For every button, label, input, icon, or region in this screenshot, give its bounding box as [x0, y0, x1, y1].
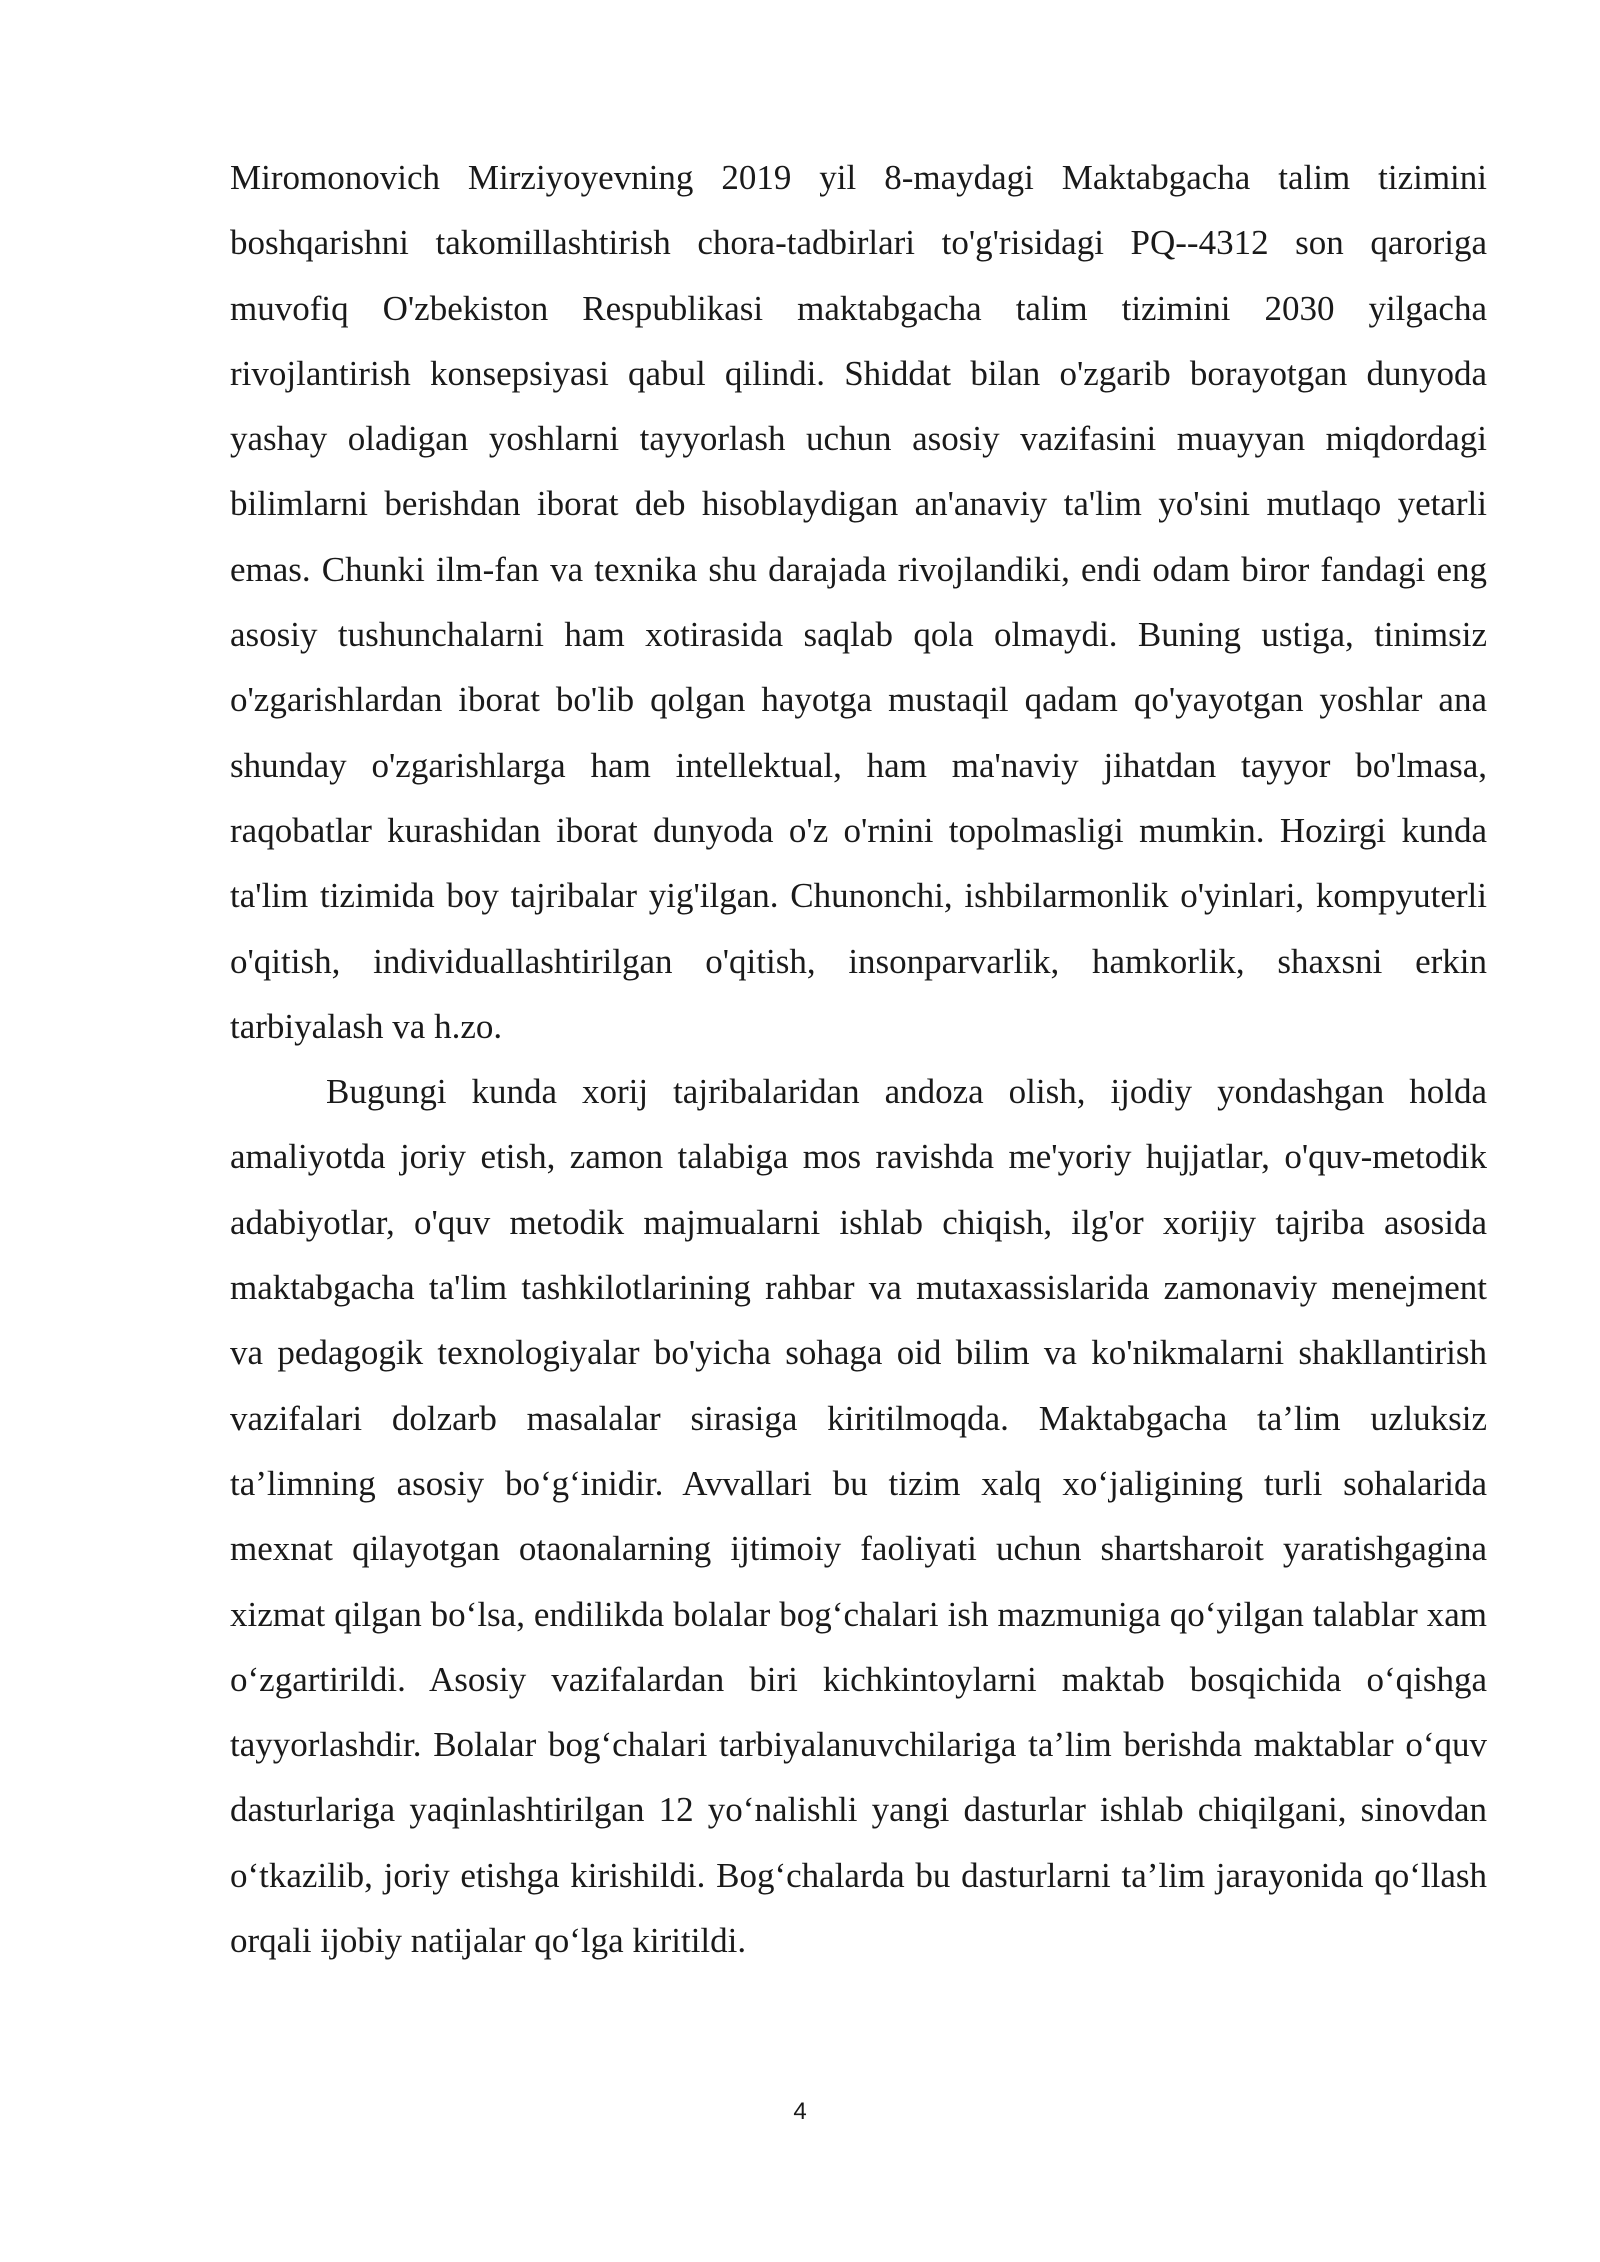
paragraph-2: Bugungi kunda xorij tajribalaridan andoza olish, ijodiy yondashgan holda amaliyotda joriy etish, zamon talabiga mos ravishda me'yoriy hujjatlar, o'quv-metodik adabiyotlar, o'quv metodik majmualarni ishlab chiqish, ilg'or xorijiy tajriba asosida maktabgacha ta'lim tashkilotlarining rahbar va mutaxassislarida zamonaviy menejment va pedagogik texnologiyalar bo'yicha sohaga oid bilim va ko'nikmalarni shakllantirish vazifalari dolzarb masalalar sirasiga kiritilmoqda. Maktabgacha ta’lim uzluksiz ta’limning asosiy bo‘g‘inidir. Avvallari bu tizim xalq xo‘jaligining turli sohalarida mexnat qilayotgan otaonalarning ijtimoiy faoliyati uchun shartsharoit yaratishgagina xizmat qilgan bo‘lsa, endilikda bolalar bog‘chalari ish mazmuniga qo‘yilgan talablar xam o‘zgartirildi. Asosiy vazifalardan biri kichkintoylarni maktab bosqichida o‘qishga tayyorlashdir. Bolalar bog‘chalari tarbiyalanuvchilariga ta’lim berishda maktablar o‘quv dasturlariga yaqinlashtirilgan 12 yo‘nalishli yangi dasturlar ishlab chiqilgani, sinovdan o‘tkazilib, joriy etishga kirishildi. Bog‘chalarda bu dasturlarni ta’lim jarayonida qo‘llash orqali ijobiy natijalar qo‘lga kiritildi. — [230, 1072, 1487, 1961]
body-text — [230, 145, 1487, 1973]
paragraph-1: Miromonovich Mirziyoyevning 2019 yil 8-maydagi Maktabgacha talim tizimini boshqarishni takomillashtirish chora-tadbirlari to'g'risidagi PQ--4312 son qaroriga muvofiq O'zbekiston Respublikasi maktabgacha talim tizimini 2030 yilgacha rivojlantirish konsepsiyasi qabul qilindi. Shiddat bilan o'zgarib borayotgan dunyoda yashay oladigan yoshlarni tayyorlash uchun asosiy vazifasini muayyan miqdordagi bilimlarni berishdan iborat deb hisoblaydigan an'anaviy ta'lim yo'sini mutlaqo yetarli emas. Chunki ilm-fan va texnika shu darajada rivojlandiki, endi odam biror fandagi eng asosiy tushunchalarni ham xotirasida saqlab qola olmaydi. Buning ustiga, tinimsiz o'zgarishlardan iborat bo'lib qolgan hayotga mustaqil qadam qo'yayotgan yoshlar ana shunday o'zgarishlarga ham intellektual, ham ma'naviy jihatdan tayyor bo'lmasa, raqobatlar kurashidan iborat dunyoda o'z o'rnini topolmasligi mumkin. Hozirgi kunda ta'lim tizimida boy tajribalar yig'ilgan. Chunonchi, ishbilarmonlik o'yinlari, kompyuterli o'qitish, individuallashtirilgan o'qitish, insonparvarlik, hamkorlik, shaxsni erkin tarbiyalash va h.zo. — [230, 158, 1487, 1046]
page-number: 4 — [793, 2098, 807, 2125]
